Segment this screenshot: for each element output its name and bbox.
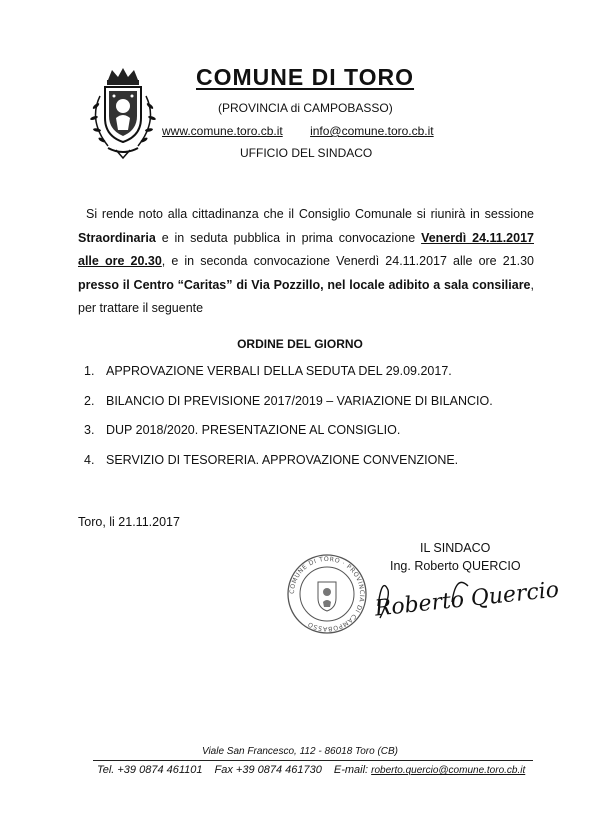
header-contacts <box>162 124 434 138</box>
footer-contacts <box>97 764 525 776</box>
footer-fax: Fax +39 0874 461730 <box>214 764 322 776</box>
agenda-item-text: APPROVAZIONE VERBALI DELLA SEDUTA DEL 29.09.2017. <box>106 364 452 378</box>
agenda-item <box>84 453 493 483</box>
mayor-name: Ing. Roberto QUERCIO <box>390 559 521 573</box>
notice-text: Si rende noto alla cittadinanza che il Consiglio Comunale si riunirà in sessione <box>86 207 534 221</box>
email-link[interactable]: info@comune.toro.cb.it <box>310 124 434 138</box>
agenda-item-text: DUP 2018/2020. PRESENTAZIONE AL CONSIGLIO. <box>106 423 401 437</box>
footer-address: Viale San Francesco, 112 - 86018 Toro (CB) <box>201 746 399 757</box>
official-seal-stamp <box>285 552 369 636</box>
agenda-item <box>84 423 493 453</box>
agenda-item-number: 4. <box>84 452 95 467</box>
place-and-date: Toro, li 21.11.2017 <box>78 515 180 529</box>
notice-text: , e in seconda convocazione Venerdì 24.11.2017 alle ore 21.30 <box>161 254 535 268</box>
agenda-item-text: BILANCIO DI PREVISIONE 2017/2019 – VARIAZIONE DI BILANCIO. <box>106 393 493 408</box>
municipality-title: COMUNE DI TORO <box>196 64 415 90</box>
footer-email-link[interactable]: roberto.quercio@comune.toro.cb.it <box>371 765 526 776</box>
meeting-location: presso il Centro “Caritas” di Via Pozzillo, nel locale adibito a sala consiliare <box>78 277 531 292</box>
website-link[interactable]: www.comune.toro.cb.it <box>162 124 283 138</box>
province-subtitle: (PROVINCIA di CAMPOBASSO) <box>218 101 393 115</box>
session-type: Straordinaria <box>78 230 156 245</box>
agenda-item-number: 3. <box>84 423 95 437</box>
notice-text: , per trattare il seguente <box>78 277 534 315</box>
agenda-item-number: 2. <box>84 393 95 408</box>
notice-text: e in seduta pubblica in prima convocazione <box>155 230 422 245</box>
agenda-title: ORDINE DEL GIORNO <box>237 337 363 351</box>
svg-text:Roberto Quercio: Roberto Quercio <box>373 577 561 622</box>
notice-paragraph <box>78 203 534 321</box>
footer-email-label: E-mail: <box>333 764 372 776</box>
svg-text:COMUNE DI TORO · PROVINCIA DI: COMUNE DI TORO · PROVINCIA DI CAMPOBASSO <box>288 555 366 633</box>
agenda-item-text: SERVIZIO DI TESORERIA. APPROVAZIONE CONVENZIONE. <box>106 452 459 467</box>
mayor-title: IL SINDACO <box>420 541 491 555</box>
first-convocation-date: Venerdì 24.11.2017 alle ore 20.30 <box>78 230 534 268</box>
footer-phone: Tel. +39 0874 461101 <box>97 764 203 776</box>
agenda-list <box>84 364 493 482</box>
agenda-item-number: 1. <box>84 364 95 378</box>
footer-divider <box>93 760 533 761</box>
agenda-item <box>84 364 493 394</box>
agenda-item <box>84 394 493 424</box>
office-name: UFFICIO DEL SINDACO <box>240 146 373 160</box>
coat-of-arms-logo <box>78 66 168 166</box>
handwritten-signature <box>368 566 561 626</box>
